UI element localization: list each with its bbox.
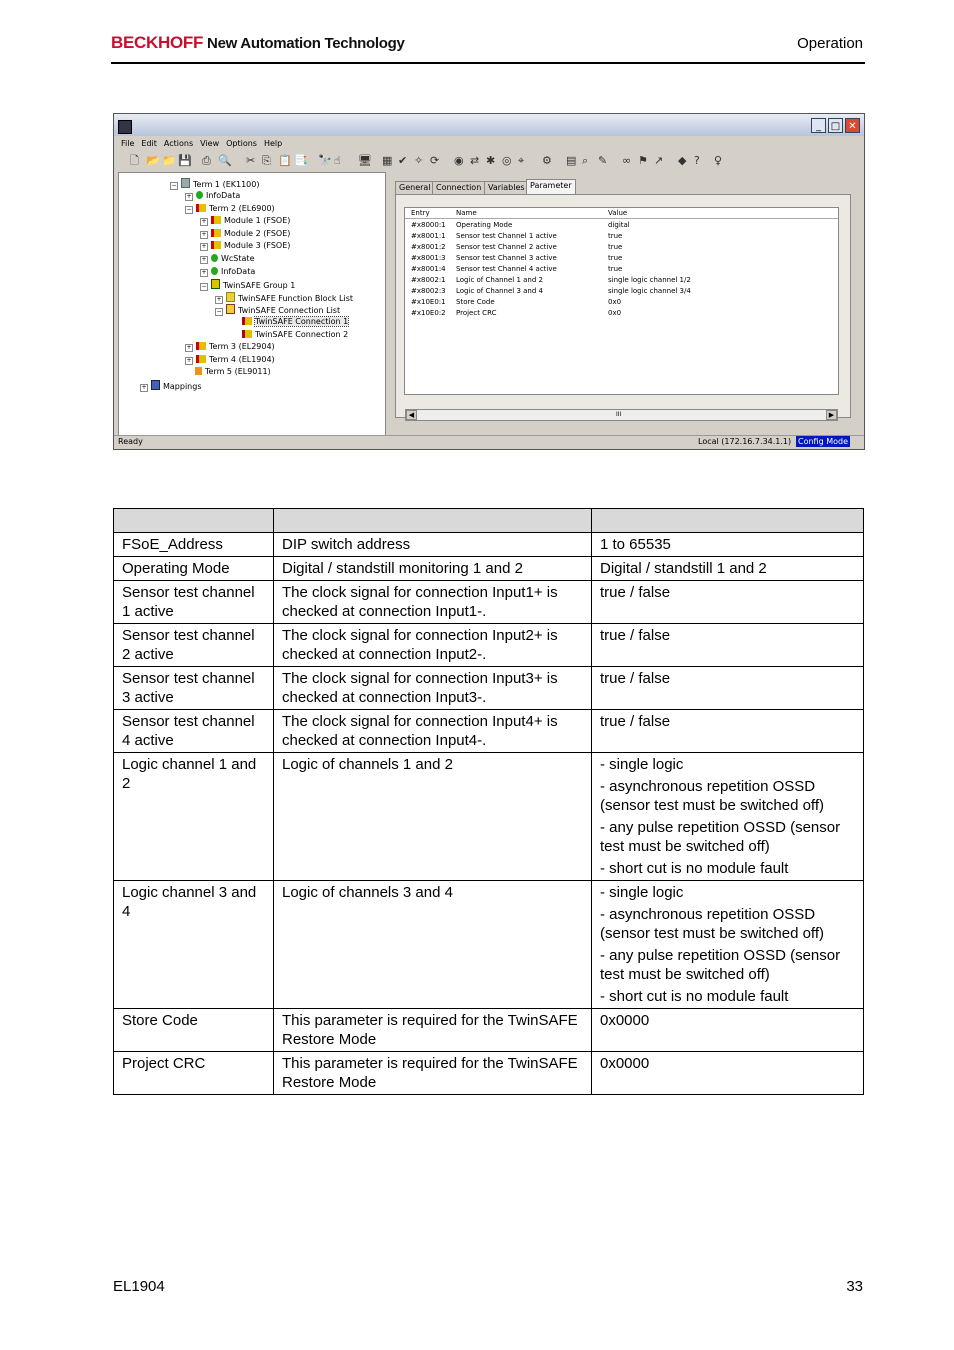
tab-general[interactable]: General xyxy=(395,181,435,194)
collapse-icon[interactable]: − xyxy=(171,182,177,189)
list-cell-name[interactable]: Sensor test Channel 4 active xyxy=(456,265,557,273)
menu-options[interactable]: Options xyxy=(226,139,257,148)
param-values-cell xyxy=(592,581,864,624)
tree-item-label: Module 1 (FSOE) xyxy=(224,216,291,225)
tree-item-label: TwinSAFE Function Block List xyxy=(238,294,354,303)
print-preview-icon[interactable]: 🔍 xyxy=(218,154,232,167)
conn-list-icon xyxy=(226,304,235,314)
list-cell-name[interactable]: Store Code xyxy=(456,298,495,306)
param-value: true / false xyxy=(600,584,671,601)
list-cell-entry[interactable]: #x8002:1 xyxy=(411,276,446,284)
minimize-button[interactable]: _ xyxy=(811,118,826,133)
list-cell-value[interactable]: true xyxy=(608,265,623,273)
param-value: - asynchronous repetition OSSD (sensor test must be switched off) xyxy=(600,778,824,814)
list-cell-entry[interactable]: #x8000:1 xyxy=(411,221,446,229)
list-cell-name[interactable]: Sensor test Channel 2 active xyxy=(456,243,557,251)
list-cell-name[interactable]: Sensor test Channel 1 active xyxy=(456,232,557,240)
status-ready: Ready xyxy=(118,437,143,446)
tools-icon[interactable]: ✱ xyxy=(486,154,496,167)
detail-pane xyxy=(387,172,860,434)
expand-icon[interactable]: + xyxy=(186,193,192,200)
tab-variables[interactable]: Variables xyxy=(484,181,529,194)
tree-item[interactable] xyxy=(215,292,353,304)
table-row xyxy=(114,624,864,667)
list-cell-name[interactable]: Logic of Channel 1 and 2 xyxy=(456,276,543,284)
tree-item-label: Module 2 (FSOE) xyxy=(224,229,291,238)
tree-item-label: InfoData xyxy=(206,191,241,200)
tree-item[interactable] xyxy=(195,367,271,377)
param-description-cell: The clock signal for connection Input2+ is checked at connection Input2-. xyxy=(274,624,592,667)
param-name-cell: Sensor test channel 1 active xyxy=(114,581,274,624)
tree-item-label: TwinSAFE Group 1 xyxy=(223,281,296,290)
check-icon[interactable]: ✔ xyxy=(398,154,408,167)
tree-item-label: Term 3 (EL2904) xyxy=(209,342,275,351)
cut-icon[interactable]: ✂ xyxy=(246,154,256,167)
infodata-icon xyxy=(211,254,218,262)
menu-view[interactable]: View xyxy=(200,139,220,148)
param-description-cell: Digital / standstill monitoring 1 and 2 xyxy=(274,557,592,581)
app-icon xyxy=(118,120,132,134)
table-row xyxy=(114,1009,864,1052)
horizontal-scrollbar[interactable] xyxy=(405,409,838,421)
toolbar xyxy=(118,152,858,170)
tree-item-label: Term 1 (EK1100) xyxy=(193,180,260,189)
header-separator xyxy=(405,218,838,219)
tree-item[interactable] xyxy=(200,241,290,251)
list-cell-entry[interactable]: #x10E0:1 xyxy=(411,298,446,306)
list-cell-value[interactable]: 0x0 xyxy=(608,298,622,306)
tree-item[interactable] xyxy=(200,267,255,277)
param-value: 0x0000 xyxy=(600,1012,650,1029)
brand-tagline: New Automation Technology xyxy=(207,35,405,52)
tree-item-label: Mappings xyxy=(163,382,202,391)
collapse-icon[interactable]: − xyxy=(186,206,192,213)
param-value: 1 to 65535 xyxy=(600,536,671,553)
param-values-cell xyxy=(592,1052,864,1095)
zoom-icon[interactable]: ⌕ xyxy=(582,154,589,167)
mappings-icon xyxy=(151,380,160,390)
table-header-cell xyxy=(114,509,274,533)
infodata-icon xyxy=(211,267,218,275)
maximize-button[interactable]: □ xyxy=(828,118,843,133)
tree-item[interactable] xyxy=(200,229,290,239)
scan-icon[interactable]: ⇄ xyxy=(470,154,480,167)
param-name-cell: Operating Mode xyxy=(114,557,274,581)
table-header-row xyxy=(114,509,864,533)
new-icon[interactable]: 🗋 xyxy=(130,154,139,167)
param-values-cell xyxy=(592,881,864,1009)
help-icon[interactable]: ? xyxy=(694,154,700,167)
table-row xyxy=(114,1052,864,1095)
list-cell-name[interactable]: Logic of Channel 3 and 4 xyxy=(456,287,543,295)
table-row xyxy=(114,710,864,753)
expand-icon[interactable]: + xyxy=(216,296,222,303)
settings-icon[interactable]: ⚙ xyxy=(542,154,552,167)
expand-icon[interactable]: + xyxy=(201,243,207,250)
tree-item[interactable] xyxy=(200,216,290,226)
col-value-header[interactable]: Value xyxy=(608,209,628,217)
system-manager-window xyxy=(113,113,865,450)
signal-icon[interactable]: ⚑ xyxy=(638,154,648,167)
menu-file[interactable]: File xyxy=(121,139,135,148)
param-values-cell xyxy=(592,533,864,557)
parameter-list xyxy=(404,207,839,395)
table-header-cell xyxy=(274,509,592,533)
group-icon xyxy=(211,279,220,289)
monitor-icon[interactable]: 🖥 xyxy=(358,154,372,167)
param-name-cell: Logic channel 1 and 2 xyxy=(114,753,274,881)
menu-edit[interactable]: Edit xyxy=(141,139,157,148)
param-name-cell: Project CRC xyxy=(114,1052,274,1095)
print-icon[interactable]: ⎙ xyxy=(202,154,211,167)
table-row xyxy=(114,581,864,624)
target-icon[interactable]: ◎ xyxy=(502,154,512,167)
param-description-cell: Logic of channels 3 and 4 xyxy=(274,881,592,1009)
tree-item[interactable] xyxy=(200,279,295,291)
tree-item-label: Module 3 (FSOE) xyxy=(224,241,291,250)
param-value: true / false xyxy=(600,670,671,687)
tree-item[interactable] xyxy=(170,178,259,190)
generate-mappings-icon[interactable]: ▦ xyxy=(382,154,393,167)
param-name-cell: Store Code xyxy=(114,1009,274,1052)
tree-item[interactable] xyxy=(185,355,275,365)
paste-special-icon[interactable]: 📑 xyxy=(294,154,308,167)
tree-item[interactable] xyxy=(140,380,202,392)
tree-item-label: TwinSAFE Connection List xyxy=(238,306,341,315)
param-value: - single logic xyxy=(600,756,684,773)
coupler-icon xyxy=(181,178,190,188)
module-icon xyxy=(211,241,221,249)
list-cell-name[interactable]: Operating Mode xyxy=(456,221,513,229)
module-icon xyxy=(211,229,221,237)
brand-logo xyxy=(111,33,405,53)
table-row xyxy=(114,557,864,581)
page-number: 33 xyxy=(846,1278,863,1295)
tree-item-label: Term 2 (EL6900) xyxy=(209,204,275,213)
open-icon[interactable]: 📂 xyxy=(146,154,160,167)
paste-icon[interactable]: 📋 xyxy=(278,154,292,167)
param-name-cell: FSoE_Address xyxy=(114,533,274,557)
list-cell-value[interactable]: true xyxy=(608,232,623,240)
menu-bar xyxy=(114,137,864,150)
terminal-icon xyxy=(196,204,206,212)
tree-item-label: Term 4 (EL1904) xyxy=(209,355,275,364)
header-divider xyxy=(111,62,865,64)
find-icon[interactable]: 🔭 xyxy=(318,154,332,167)
param-description-cell: This parameter is required for the TwinSAFE Restore Mode xyxy=(274,1009,592,1052)
expand-icon[interactable]: + xyxy=(186,357,192,364)
list-cell-value[interactable]: true xyxy=(608,243,623,251)
param-name-cell: Logic channel 3 and 4 xyxy=(114,881,274,1009)
tab-parameter[interactable]: Parameter xyxy=(526,179,576,194)
tree-item-label: Term 5 (EL9011) xyxy=(205,367,271,376)
brand-name: BECKHOFF xyxy=(111,33,204,52)
tree-item[interactable] xyxy=(242,317,348,327)
parameter-panel xyxy=(395,194,851,418)
param-values-cell xyxy=(592,667,864,710)
param-value: Digital / standstill 1 and 2 xyxy=(600,560,767,577)
param-description-cell: The clock signal for connection Input4+ is checked at connection Input4-. xyxy=(274,710,592,753)
tab-connection[interactable]: Connection xyxy=(432,181,485,194)
link-icon[interactable]: ↗ xyxy=(654,154,664,167)
tree-item-label: TwinSAFE Connection 1 xyxy=(255,317,349,326)
glasses-icon[interactable]: ∞ xyxy=(622,154,632,167)
end-terminal-icon xyxy=(195,367,202,375)
param-values-cell xyxy=(592,710,864,753)
infodata-icon xyxy=(196,191,203,199)
connection-icon xyxy=(242,330,252,338)
terminal-icon xyxy=(196,342,206,350)
param-value: true / false xyxy=(600,627,671,644)
safety-icon[interactable]: ◆ xyxy=(678,154,687,167)
activate-icon[interactable]: ✧ xyxy=(414,154,424,167)
menu-help[interactable]: Help xyxy=(263,139,283,148)
status-bar xyxy=(114,435,864,449)
param-values-cell xyxy=(592,557,864,581)
param-value: - asynchronous repetition OSSD (sensor test must be switched off) xyxy=(600,906,824,942)
close-button[interactable]: ✕ xyxy=(845,118,860,133)
expand-icon[interactable]: + xyxy=(201,269,207,276)
param-value: - any pulse repetition OSSD (sensor test must be switched off) xyxy=(600,947,841,983)
collapse-icon[interactable]: − xyxy=(201,283,207,290)
param-description-cell: The clock signal for connection Input1+ is checked at connection Input1-. xyxy=(274,581,592,624)
table-body xyxy=(114,533,864,1095)
network-icon[interactable]: ◉ xyxy=(454,154,464,167)
pointer-icon[interactable]: ☝ xyxy=(334,154,341,167)
module-icon xyxy=(211,216,221,224)
table-row xyxy=(114,533,864,557)
param-description-cell: This parameter is required for the TwinSAFE Restore Mode xyxy=(274,1052,592,1095)
expand-icon[interactable]: + xyxy=(201,231,207,238)
table-row xyxy=(114,881,864,1009)
list-cell-entry[interactable]: #x8001:3 xyxy=(411,254,446,262)
online-icon[interactable]: ⌖ xyxy=(518,154,525,167)
connection-icon xyxy=(242,317,252,325)
scroll-left-icon[interactable]: ◀ xyxy=(406,410,417,420)
col-entry-header[interactable]: Entry xyxy=(411,209,430,217)
title-bar xyxy=(114,114,864,136)
list-cell-name[interactable]: Sensor test Channel 3 active xyxy=(456,254,557,262)
scroll-thumb[interactable]: III xyxy=(616,411,622,418)
status-mode: Config Mode xyxy=(798,437,849,446)
list-cell-value[interactable]: true xyxy=(608,254,623,262)
list-cell-value[interactable]: 0x0 xyxy=(608,309,622,317)
collapse-icon[interactable]: − xyxy=(216,308,222,315)
tree-view xyxy=(118,172,386,436)
expand-icon[interactable]: + xyxy=(186,344,192,351)
section-title: Operation xyxy=(797,35,863,52)
list-cell-entry[interactable]: #x8001:4 xyxy=(411,265,446,273)
param-values-cell xyxy=(592,1009,864,1052)
table-header-cell xyxy=(592,509,864,533)
scroll-right-icon[interactable]: ▶ xyxy=(826,410,837,420)
list-cell-value[interactable]: digital xyxy=(608,221,630,229)
tree-item[interactable] xyxy=(185,204,275,214)
list-cell-entry[interactable]: #x8002:3 xyxy=(411,287,446,295)
table-row xyxy=(114,667,864,710)
param-value: 0x0000 xyxy=(600,1055,650,1072)
document-icon[interactable]: ▤ xyxy=(566,154,577,167)
status-address: Local (172.16.7.34.1.1) xyxy=(698,437,792,446)
tree-item-label: InfoData xyxy=(221,267,256,276)
tree-item[interactable] xyxy=(215,304,340,316)
param-values-cell xyxy=(592,753,864,881)
param-value: - short cut is no module fault xyxy=(600,860,789,877)
table-row xyxy=(114,753,864,881)
expand-icon[interactable]: + xyxy=(201,256,207,263)
save-icon[interactable]: 💾 xyxy=(178,154,192,167)
col-name-header[interactable]: Name xyxy=(456,209,477,217)
list-cell-name[interactable]: Project CRC xyxy=(456,309,497,317)
terminal-icon xyxy=(196,355,206,363)
param-value: true / false xyxy=(600,713,671,730)
restart-icon[interactable]: ⟳ xyxy=(430,154,440,167)
list-cell-entry[interactable]: #x8001:2 xyxy=(411,243,446,251)
param-name-cell: Sensor test channel 2 active xyxy=(114,624,274,667)
tree-item-label: TwinSAFE Connection 2 xyxy=(255,330,349,339)
tree-item-label: WcState xyxy=(221,254,255,263)
list-cell-value[interactable]: single logic channel 1/2 xyxy=(608,276,691,284)
fb-list-icon xyxy=(226,292,235,302)
edit-icon[interactable]: ✎ xyxy=(598,154,608,167)
param-description-cell: DIP switch address xyxy=(274,533,592,557)
footer-product: EL1904 xyxy=(113,1278,165,1295)
menu-actions[interactable]: Actions xyxy=(163,139,194,148)
list-cell-entry[interactable]: #x10E0:2 xyxy=(411,309,446,317)
param-name-cell: Sensor test channel 3 active xyxy=(114,667,274,710)
param-description-cell: Logic of channels 1 and 2 xyxy=(274,753,592,881)
param-values-cell xyxy=(592,624,864,667)
list-cell-entry[interactable]: #x8001:1 xyxy=(411,232,446,240)
tree-item[interactable] xyxy=(185,342,275,352)
expand-icon[interactable]: + xyxy=(201,218,207,225)
param-value: - short cut is no module fault xyxy=(600,988,789,1005)
param-value: - any pulse repetition OSSD (sensor test must be switched off) xyxy=(600,819,841,855)
tree-item[interactable] xyxy=(242,330,348,340)
tree-item[interactable] xyxy=(200,254,254,264)
param-value: - single logic xyxy=(600,884,684,901)
param-name-cell: Sensor test channel 4 active xyxy=(114,710,274,753)
copy-icon[interactable]: ⎘ xyxy=(262,154,271,167)
parameter-table xyxy=(113,508,864,1095)
tree-item[interactable] xyxy=(185,191,240,201)
list-cell-value[interactable]: single logic channel 3/4 xyxy=(608,287,691,295)
info-icon[interactable]: ♀ xyxy=(714,154,723,167)
open-folder-icon[interactable]: 📁 xyxy=(162,154,176,167)
param-description-cell: The clock signal for connection Input3+ is checked at connection Input3-. xyxy=(274,667,592,710)
expand-icon[interactable]: + xyxy=(141,384,147,391)
